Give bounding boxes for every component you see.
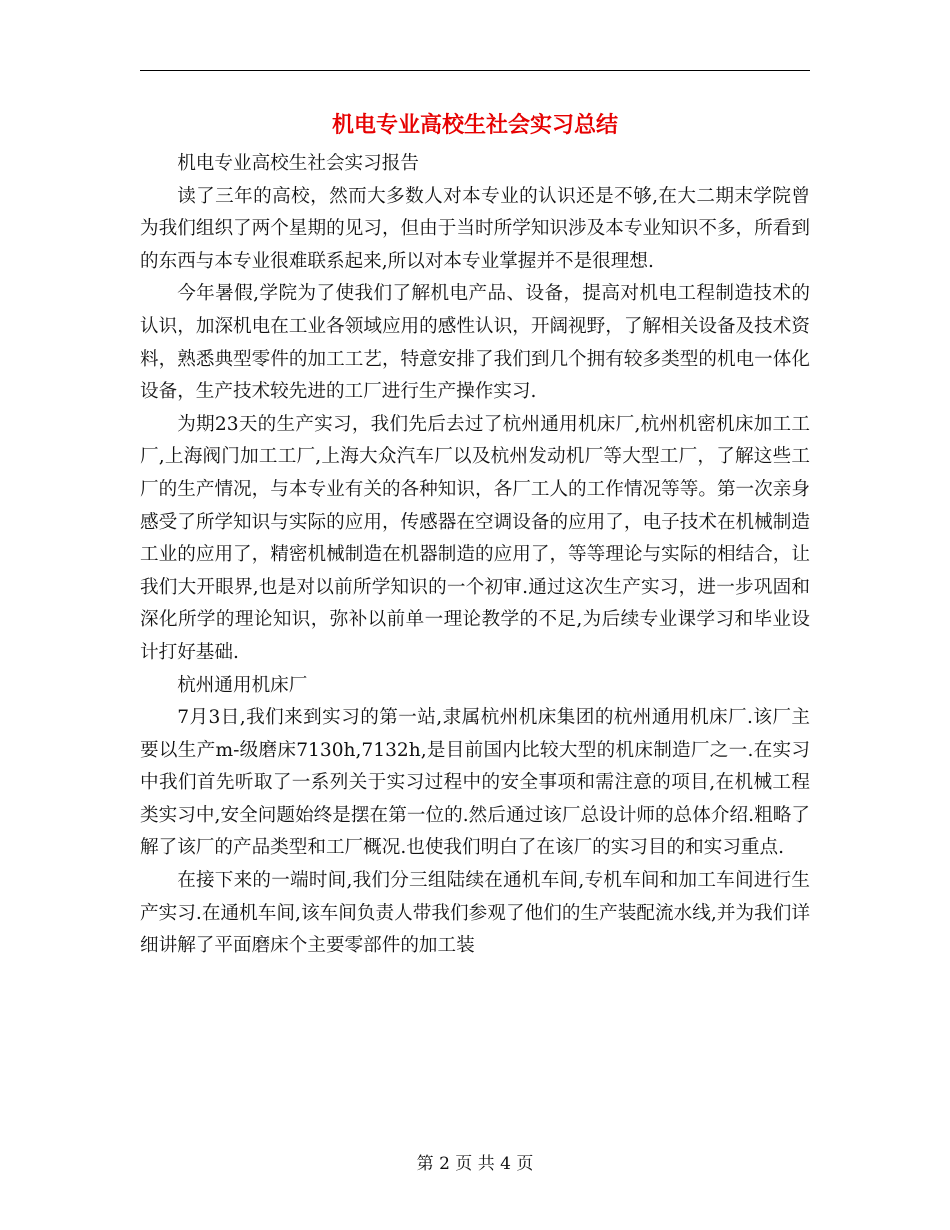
paragraph-internship-overview: 为期23天的生产实习，我们先后去过了杭州通用机床厂,杭州机密机床加工工厂,上海阀门加工工厂,上海大众汽车厂以及杭州发动机厂等大型工厂，了解这些工厂的生产情况，与本专业有关的各种知识，各厂工人的工作情况等等。第一次亲身感受了所学知识与实际的应用，传感器在空调设备的应用了，电子技术在机械制造工业的应用了，精密机械制造在机器制造的应用了，等等理论与实际的相结合，让我们大开眼界,也是对以前所学知识的一个初审.通过这次生产实习，进一步巩固和深化所学的理论知识，弥补以前单一理论教学的不足,为后续专业课学习和毕业设计打好基础. xyxy=(140,413,810,663)
paragraph-workshops: 在接下来的一端时间,我们分三组陆续在通机车间,专机车间和加工车间进行生产实习.在通机车间,该车间负责人带我们参观了他们的生产装配流水线,并为我们详细讲解了平面磨床个主要零部件的加工装 xyxy=(140,870,810,957)
paragraph-report-heading: 机电专业高校生社会实习报告 xyxy=(177,153,419,174)
page-footer xyxy=(0,1150,950,1178)
paragraph-first-stop: 7月3日,我们来到实习的第一站,隶属杭州机床集团的杭州通用机床厂.该厂主要以生产m-级磨床7130h,7132h,是目前国内比较大型的机床制造厂之一.在实习中我们首先听取了一系列关于实习过程中的安全事项和需注意的项目,在机械工程类实习中,安全问题始终是摆在第一位的.然后通过该厂总设计师的总体介绍.粗略了解了该厂的产品类型和工厂概况.也使我们明白了在该厂的实习目的和实习重点. xyxy=(140,707,810,859)
header-rule xyxy=(140,70,810,71)
page-number: 第 2 页 共 4 页 xyxy=(416,1154,534,1174)
document-body xyxy=(140,148,810,963)
paragraph-intro: 读了三年的高校，然而大多数人对本专业的认识还是不够,在大二期末学院曾为我们组织了两个星期的见习，但由于当时所学知识涉及本专业知识不多，所看到的东西与本专业很难联系起来,所以对本专业掌握并不是很理想. xyxy=(140,185,810,272)
paragraph-summer-arrangement: 今年暑假,学院为了使我们了解机电产品、设备，提高对机电工程制造技术的认识，加深机电在工业各领域应用的感性认识，开阔视野，了解相关设备及技术资料，熟悉典型零件的加工工艺，特意安排了我们到几个拥有较多类型的机电一体化设备，生产技术较先进的工厂进行生产操作实习. xyxy=(140,283,810,403)
document-title: 机电专业高校生社会实习总结 xyxy=(331,113,618,138)
paragraph-section-heading: 杭州通用机床厂 xyxy=(177,674,308,696)
